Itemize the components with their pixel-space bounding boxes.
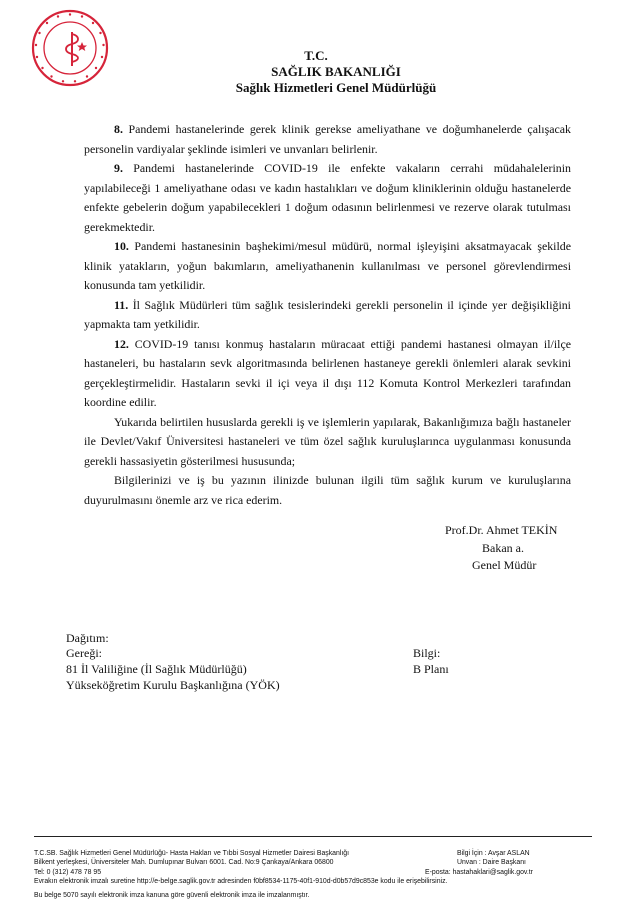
footer-phone: Tel: 0 (312) 478 78 95	[34, 869, 102, 876]
paragraph-text: Pandemi hastanelerinde COVID-19 ile enfekte vakaların cerrahi müdahalelerinin yapılabileceği 1 ameliyathane odası ve kadın hastalıkları ve doğum kliniklerinin olduğu hastanelerde enfekte gebelerin doğum yapabilecekleri 1 doğum odasının belirlenmesi ve rezerve olarak tutulması gerekmektedir.	[84, 161, 571, 234]
paragraph-number: 8.	[114, 122, 123, 136]
signature-title: Genel Müdür	[472, 558, 537, 572]
distribution-bilgi-label: Bilgi:	[413, 646, 441, 660]
paragraph-9	[84, 159, 571, 237]
letter-body	[84, 120, 571, 510]
paragraph-number: 12.	[114, 336, 129, 351]
footer-esign-note: Bu belge 5070 sayılı elektronik imza kanuna göre güvenli elektronik imza ile imzalanmıştır.	[34, 892, 310, 899]
paragraph-text: COVID-19 tanısı konmuş hastaların müracaat ettiği pandemi hastanesi olmayan il/ilçe hastaneleri, bu hastaların sevk algoritmasında belirlenen hastaneye gerekli önlemleri alarak sevkini gerçekleştirmelidir. Hastaların sevki il içi veya il dışı 112 Komuta Kontrol Merkezleri tarafından koordine edilir.	[84, 336, 571, 409]
distribution-gereği-item: Yükseköğretim Kurulu Başkanlığına (YÖK)	[66, 678, 280, 692]
footer-address: Bilkent yerleşkesi, Üniversiteler Mah. Dumlupınar Bulvarı 6001. Cad. No:9 Çankaya/Ankara 06800	[34, 859, 334, 866]
footer-email: E-posta: hastahaklari@saglik.gov.tr	[425, 869, 533, 876]
footer-org: T.C.SB. Sağlık Hizmetleri Genel Müdürlüğü- Hasta Hakları ve Tıbbi Sosyal Hizmetler Dairesi Başkanlığı	[34, 850, 350, 857]
paragraph-text: Pandemi hastanelerinde gerek klinik gerekse ameliyathane ve doğumhanelerde çalışacak personelin vardiyalar şeklinde isimleri ve unvanları belirlenir.	[84, 122, 571, 156]
footer-info-contact: Bilgi İçin : Avşar ASLAN	[457, 850, 530, 857]
footer-divider	[34, 836, 592, 837]
paragraph-11	[84, 296, 571, 335]
distribution-gereği-label: Gereği:	[66, 646, 102, 660]
paragraph-number: 9.	[114, 161, 123, 175]
paragraph-number: 10.	[114, 239, 129, 253]
paragraph-closing-regards	[84, 471, 571, 510]
footer-evrak-note: Evrakın elektronik imzalı suretine http://e-belge.saglik.gov.tr adresinden f0bf8534-1175-40f1-910d-d0b57d9c853e kodu ile erişebilirsiniz.	[34, 878, 448, 885]
header-tc: T.C.	[304, 48, 328, 63]
paragraph-number: 11.	[114, 297, 129, 312]
header-directorate: Sağlık Hizmetleri Genel Müdürlüğü	[235, 80, 437, 95]
paragraph-text: Yukarıda belirtilen hususlarda gerekli iş ve işlemlerin yapılarak, Bakanlığımıza bağlı hastaneler ile Devlet/Vakıf Üniversitesi hastaneleri ve tüm özel sağlık kuruluşlarınca uygulanması konusunda gerekli hassasiyetin gösterilmesi hususunda;	[84, 414, 571, 468]
paragraph-text: Bilgilerinizi ve iş bu yazının ilinizde bulunan ilgili tüm sağlık kurum ve kuruluşlarına duyurulmasını önemle arz ve rica ederim.	[84, 473, 571, 507]
header-ministry: SAĞLIK BAKANLIĞI	[271, 64, 401, 79]
distribution-bilgi-item: B Planı	[413, 662, 449, 676]
paragraph-text: İl Sağlık Müdürleri tüm sağlık tesislerindeki gerekli personelin il içinde yer değişikliğini yapmakta tam yetkilidir.	[84, 297, 571, 331]
paragraph-text: Pandemi hastanesinin başhekimi/mesul müdürü, normal işleyişini aksatmayacak şekilde klinik yatakların, yoğun bakımların, ameliyathanenin kullanılması ve personel görevlendirmesi konusunda tam yetkilidir.	[84, 239, 571, 292]
signature-proxy: Bakan a.	[482, 541, 524, 555]
paragraph-10	[84, 237, 571, 296]
paragraph-12	[84, 335, 571, 413]
paragraph-8	[84, 120, 571, 159]
signature-name: Prof.Dr. Ahmet TEKİN	[445, 523, 558, 537]
distribution-title: Dağıtım:	[66, 631, 109, 645]
footer-info-title: Unvan : Daire Başkanı	[457, 859, 526, 866]
distribution-gereği-item: 81 İl Valiliğine (İl Sağlık Müdürlüğü)	[66, 662, 247, 676]
paragraph-closing-request	[84, 413, 571, 472]
